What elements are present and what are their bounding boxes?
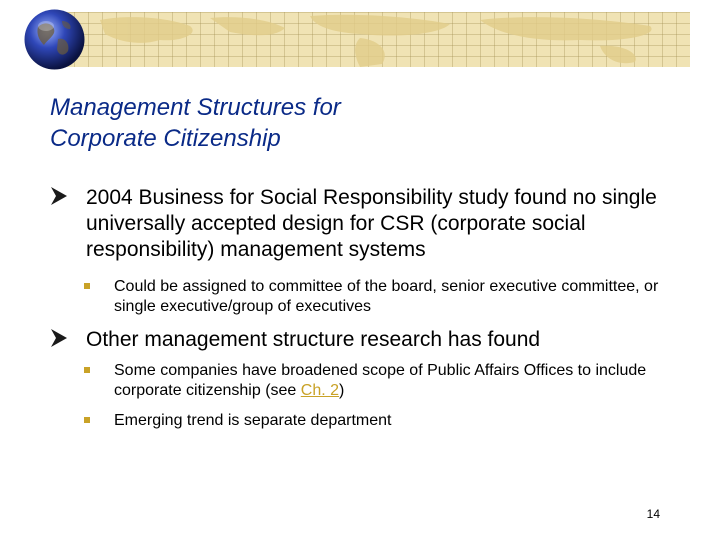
world-map-graphic bbox=[60, 12, 690, 67]
bullet-text: Other management structure research has found bbox=[86, 328, 541, 351]
sub-bullet-text-after: ) bbox=[339, 382, 345, 399]
square-bullet-icon bbox=[84, 417, 90, 423]
chapter-link[interactable]: Ch. 2 bbox=[300, 382, 340, 399]
square-bullet-icon bbox=[84, 367, 90, 373]
header-map-banner bbox=[60, 12, 690, 67]
page-number: 14 bbox=[646, 507, 660, 521]
sub-bullet-text-before: Some companies have broadened scope of Public Affairs Offices to include corporate citizenship (see bbox=[114, 362, 647, 399]
slide-title bbox=[50, 92, 670, 154]
sub-bullet-text bbox=[114, 361, 674, 401]
title-line-1: Management Structures for bbox=[50, 94, 341, 121]
title-line-2: Corporate Citizenship bbox=[50, 125, 281, 152]
bullet-text: 2004 Business for Social Responsibility study found no single universally accepted design for CSR (corporate social responsibility) management systems bbox=[86, 186, 657, 261]
sub-bullet-text: Could be assigned to committee of the board, senior executive committee, or single executive/group of executives bbox=[114, 278, 659, 315]
sub-bullet-text: Emerging trend is separate department bbox=[114, 412, 392, 429]
arrow-bullet-icon bbox=[50, 328, 68, 348]
globe-icon bbox=[24, 9, 85, 70]
arrow-bullet-icon bbox=[50, 186, 68, 206]
square-bullet-icon bbox=[84, 283, 90, 289]
